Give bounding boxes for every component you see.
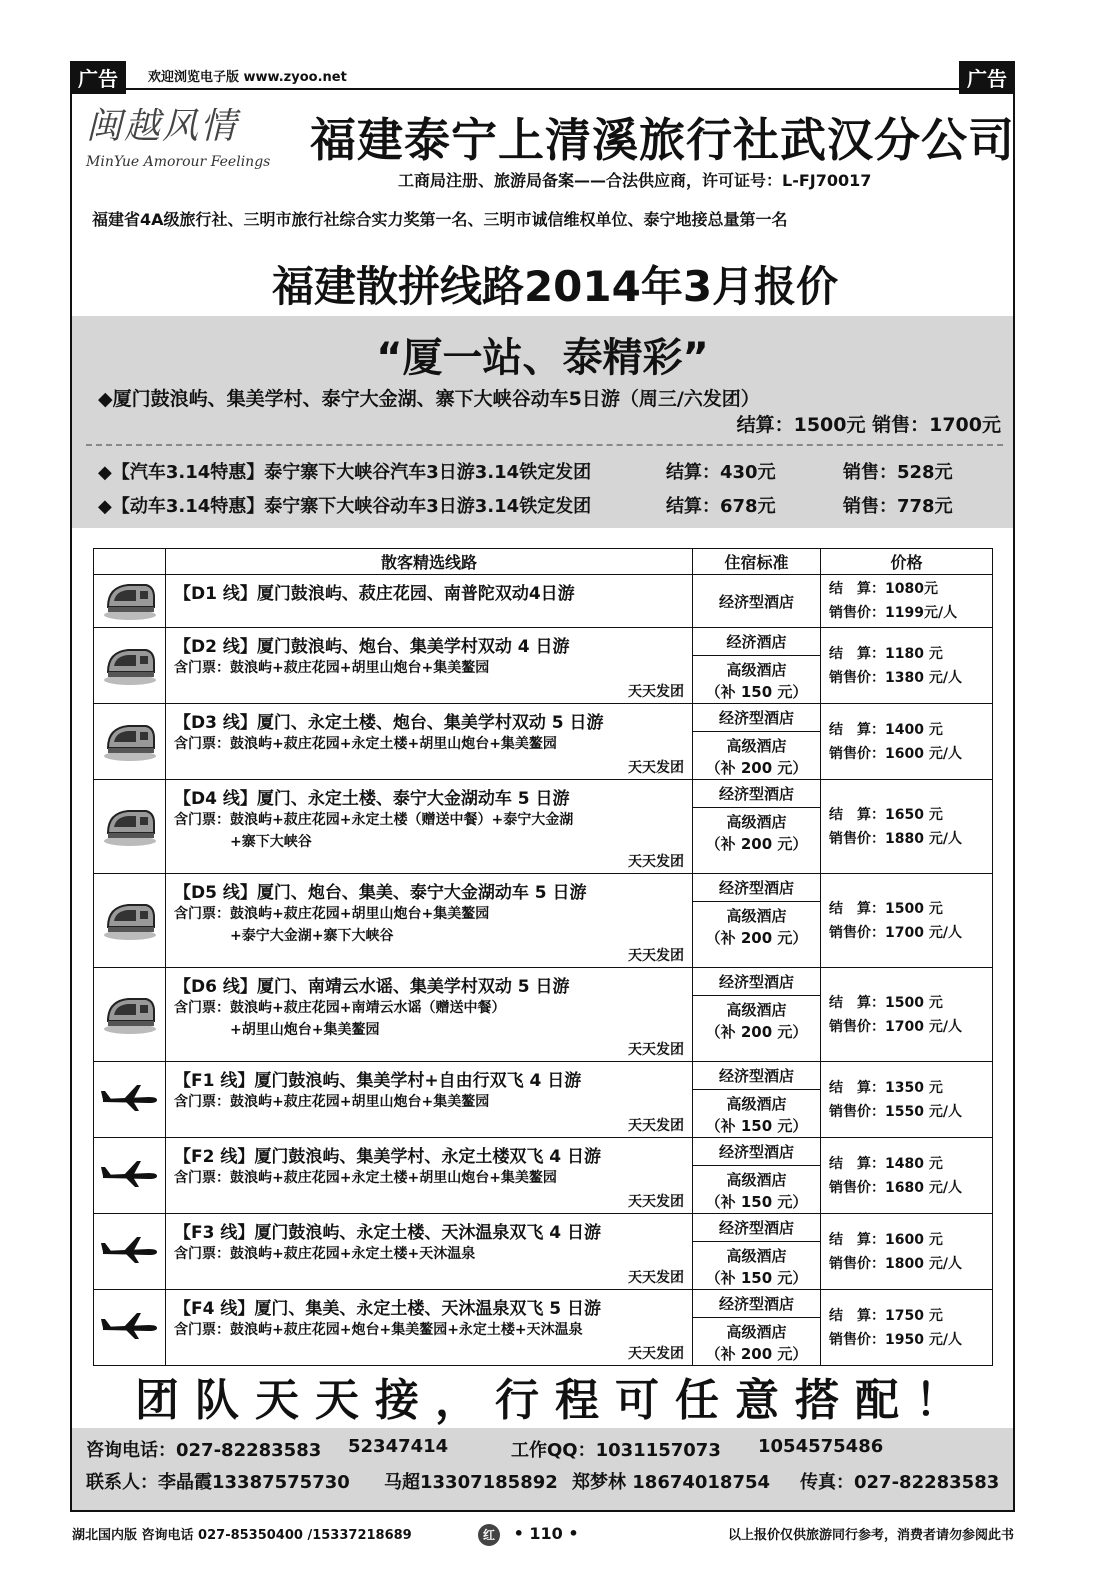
price-sale: 销售价：1700 元/人 [829, 1018, 962, 1035]
table-row [94, 1138, 993, 1214]
license-line: 工商局注册、旅游局备案——合法供应商，许可证号：L-FJ70017 [398, 171, 872, 190]
route-tickets: 含门票：鼓浪屿+菽庄花园+炮台+集美鳌园+永定土楼+天沐温泉 [174, 1322, 583, 1338]
price-sale: 销售价：1880 元/人 [829, 830, 962, 847]
header-hotel: 住宿标准 [693, 549, 821, 575]
route-title: 【F3 线】厦门鼓浪屿、永定土楼、天沐温泉双飞 4 日游 [174, 1223, 602, 1243]
route-cell [166, 874, 693, 968]
route-depart: 天天发团 [628, 948, 684, 964]
price-sale: 销售价：1680 元/人 [829, 1179, 962, 1196]
route-depart: 天天发团 [628, 854, 684, 870]
price-settle: 结 算：1600 元 [829, 1231, 943, 1248]
hotel-premium-surcharge: （补 200 元） [705, 1345, 808, 1363]
hotel-cell [693, 780, 821, 874]
hotel-premium-surcharge: （补 150 元） [705, 1269, 808, 1287]
price-settle: 结 算：1650 元 [829, 806, 943, 823]
route-tickets: 含门票：鼓浪屿+菽庄花园+胡里山炮台+集美鳌园 [174, 1094, 490, 1110]
company-logo [80, 98, 285, 186]
route-cell [166, 780, 693, 874]
hotel-economy: 经济型酒店 [693, 1062, 820, 1090]
hotel-premium-label: 高级酒店 [726, 1323, 787, 1341]
hotel-premium [693, 1318, 820, 1365]
ad-tag-left: 广告 [70, 61, 126, 94]
hotel-premium-surcharge: （补 150 元） [705, 683, 808, 701]
route-title: 【D3 线】厦门、永定土楼、炮台、集美学村双动 5 日游 [174, 713, 604, 733]
hotel-economy: 经济型酒店 [693, 704, 820, 732]
contact-person-2: 马超13307185892 [384, 1472, 558, 1493]
route-depart: 天天发团 [628, 684, 684, 700]
table-row [94, 628, 993, 704]
hotel-economy: 经济型酒店 [693, 1138, 820, 1166]
header-blank [94, 549, 166, 575]
route-cell [166, 628, 693, 704]
hotel-economy: 经济型酒店 [718, 592, 794, 611]
hotel-cell [693, 1214, 821, 1290]
hotel-premium [693, 808, 820, 855]
price-cell [821, 1290, 993, 1366]
phone-number-2: 52347414 [348, 1436, 449, 1457]
route-title: 【F4 线】厦门、集美、永定土楼、天沐温泉双飞 5 日游 [174, 1299, 602, 1319]
special-offer-text: ◆【动车3.14特惠】泰宁寨下大峡谷动车3日游3.14铁定发团 [98, 496, 592, 517]
route-title: 【F1 线】厦门鼓浪屿、集美学村+自由行双飞 4 日游 [174, 1071, 582, 1091]
route-cell [166, 704, 693, 780]
table-header-row [94, 549, 993, 575]
price-sale: 销售价：1199元/人 [829, 605, 958, 621]
route-title: 【F2 线】厦门鼓浪屿、集美学村、永定土楼双飞 4 日游 [174, 1147, 602, 1167]
route-tickets: 含门票：鼓浪屿+菽庄花园+永定土楼+胡里山炮台+集美鳌园 [174, 1170, 557, 1186]
route-depart: 天天发团 [628, 1346, 684, 1362]
route-depart: 天天发团 [628, 1270, 684, 1286]
hotel-premium [693, 1166, 820, 1213]
route-tickets: 含门票：鼓浪屿+菽庄花园+胡里山炮台+集美鳌园 [174, 660, 490, 676]
hotel-cell [693, 1138, 821, 1214]
hotel-premium-label: 高级酒店 [726, 737, 787, 755]
hotel-cell [693, 575, 821, 628]
hotel-cell [693, 968, 821, 1062]
main-title: 福建散拼线路2014年3月报价 [271, 262, 839, 311]
special-offer-sale: 销售：778元 [843, 496, 953, 517]
hotel-cell [693, 874, 821, 968]
route-cell [166, 1290, 693, 1366]
route-title: 【D5 线】厦门、炮台、集美、泰宁大金湖动车 5 日游 [174, 883, 587, 903]
hotel-economy: 经济型酒店 [693, 874, 820, 902]
honors-line: 福建省4A级旅行社、三明市旅行社综合实力奖第一名、三明市诚信维权单位、泰宁地接总量第一名 [92, 210, 788, 229]
page-number: • 110 • [513, 1524, 579, 1543]
qq-number-2: 1054575486 [758, 1436, 884, 1457]
price-cell [821, 874, 993, 968]
header-price: 价格 [821, 549, 993, 575]
route-table [93, 548, 993, 1366]
plane-icon [94, 1214, 166, 1290]
hotel-economy: 经济型酒店 [693, 1290, 820, 1318]
hotel-premium-surcharge: （补 200 元） [705, 759, 808, 777]
hotel-economy: 经济型酒店 [693, 1214, 820, 1242]
special-offer [98, 492, 953, 518]
special-offer-text: ◆【汽车3.14特惠】泰宁寨下大峡谷汽车3日游3.14铁定发团 [98, 462, 592, 483]
fax-number: 传真：027-82283583 [800, 1472, 1000, 1493]
price-settle: 结 算：1400 元 [829, 721, 943, 738]
special-offer-sale: 销售：528元 [843, 462, 953, 483]
bottom-right-text: 以上报价仅供旅游同行参考，消费者请勿参阅此书 [727, 1528, 1014, 1543]
price-cell [821, 780, 993, 874]
train-icon [94, 704, 166, 780]
route-tickets: 含门票：鼓浪屿+菽庄花园+永定土楼+胡里山炮台+集美鳌园 [174, 736, 557, 752]
hotel-premium-label: 高级酒店 [726, 661, 787, 679]
route-title: 【D4 线】厦门、永定土楼、泰宁大金湖动车 5 日游 [174, 789, 570, 809]
price-cell [821, 1062, 993, 1138]
logo-cn-text: 闽越风情 [86, 106, 239, 147]
route-title: 【D1 线】厦门鼓浪屿、菽庄花园、南普陀双动4日游 [174, 584, 575, 604]
route-cell [166, 575, 693, 628]
plane-icon [94, 1290, 166, 1366]
company-name: 福建泰宁上清溪旅行社武汉分公司 [310, 113, 1015, 167]
table-row [94, 1062, 993, 1138]
header-route: 散客精选线路 [166, 549, 693, 575]
route-depart: 天天发团 [628, 1042, 684, 1058]
route-table-body [94, 575, 993, 1366]
hotel-economy: 经济型酒店 [693, 968, 820, 996]
price-sale: 销售价：1600 元/人 [829, 745, 962, 762]
price-sale: 销售价：1550 元/人 [829, 1103, 962, 1120]
route-title: 【D6 线】厦门、南靖云水谣、集美学村双动 5 日游 [174, 977, 570, 997]
price-settle: 结 算：1500 元 [829, 994, 943, 1011]
promo-price: 结算：1500元 销售：1700元 [736, 414, 1001, 436]
ad-tag-right: 广告 [959, 61, 1015, 94]
hotel-premium-label: 高级酒店 [726, 813, 787, 831]
promo-box [72, 316, 1013, 528]
special-offer-settle: 结算：430元 [666, 462, 776, 483]
welcome-text: 欢迎浏览电子版 www.zyoo.net [148, 70, 347, 85]
page-number-block [478, 1524, 579, 1546]
hotel-premium-surcharge: （补 200 元） [705, 1023, 808, 1041]
special-offer-settle: 结算：678元 [666, 496, 776, 517]
hotel-premium-label: 高级酒店 [726, 1247, 787, 1265]
route-cell [166, 1062, 693, 1138]
route-tickets: 含门票：鼓浪屿+菽庄花园+永定土楼（赠送中餐）+泰宁大金湖 +寨下大峡谷 [174, 812, 574, 850]
route-tickets: 含门票：鼓浪屿+菽庄花园+永定土楼+天沐温泉 [174, 1246, 476, 1262]
table-row [94, 1290, 993, 1366]
edition-badge: 红 [478, 1524, 500, 1546]
hotel-cell [693, 704, 821, 780]
hotel-cell [693, 1062, 821, 1138]
price-cell [821, 628, 993, 704]
route-cell [166, 1214, 693, 1290]
contact-bar [72, 1428, 1013, 1510]
promo-divider [86, 444, 1003, 446]
price-cell [821, 968, 993, 1062]
hotel-premium [693, 902, 820, 949]
route-depart: 天天发团 [628, 1194, 684, 1210]
table-row [94, 968, 993, 1062]
contact-person-3: 郑梦林 18674018754 [572, 1472, 771, 1493]
plane-icon [94, 1138, 166, 1214]
bottom-left-text: 湖北国内版 咨询电话 027-85350400 /15337218689 [72, 1528, 412, 1543]
hotel-economy: 经济酒店 [693, 628, 820, 656]
price-settle: 结 算：1350 元 [829, 1079, 943, 1096]
train-icon [94, 780, 166, 874]
route-cell [166, 968, 693, 1062]
hotel-premium-surcharge: （补 150 元） [705, 1117, 808, 1135]
hotel-premium-label: 高级酒店 [726, 1095, 787, 1113]
price-settle: 结 算：1750 元 [829, 1307, 943, 1324]
price-settle: 结 算：1500 元 [829, 900, 943, 917]
hotel-premium [693, 656, 820, 703]
train-icon [94, 968, 166, 1062]
logo-en-text: MinYue Amorour Feelings [86, 154, 271, 170]
table-row [94, 704, 993, 780]
hotel-premium-label: 高级酒店 [726, 907, 787, 925]
price-settle: 结 算：1480 元 [829, 1155, 943, 1172]
hotel-economy: 经济型酒店 [693, 780, 820, 808]
hotel-premium [693, 1090, 820, 1137]
route-tickets: 含门票：鼓浪屿+菽庄花园+南靖云水谣（赠送中餐） +胡里山炮台+集美鳌园 [174, 1000, 506, 1038]
hotel-cell [693, 1290, 821, 1366]
promo-route: ◆厦门鼓浪屿、集美学村、泰宁大金湖、寨下大峡谷动车5日游（周三/六发团） [98, 388, 760, 410]
route-cell [166, 1138, 693, 1214]
hotel-premium-surcharge: （补 150 元） [705, 1193, 808, 1211]
table-row [94, 874, 993, 968]
price-settle: 结 算：1180 元 [829, 645, 943, 662]
hotel-premium [693, 996, 820, 1043]
phone-number: 咨询电话：027-82283583 [86, 1440, 322, 1461]
catch-phrase: 团队天天接，行程可任意搭配！ [135, 1375, 975, 1426]
route-tickets: 含门票：鼓浪屿+菽庄花园+胡里山炮台+集美鳌园 +泰宁大金湖+寨下大峡谷 [174, 906, 490, 944]
price-settle: 结 算：1080元 [829, 581, 938, 597]
special-offer [98, 458, 953, 484]
table-row [94, 1214, 993, 1290]
train-icon [94, 874, 166, 968]
price-sale: 销售价：1700 元/人 [829, 924, 962, 941]
route-depart: 天天发团 [628, 1118, 684, 1134]
price-cell [821, 575, 993, 628]
promo-slogan: “厦一站、泰精彩” [376, 335, 709, 381]
hotel-premium-surcharge: （补 200 元） [705, 835, 808, 853]
hotel-premium [693, 1242, 820, 1289]
train-icon [94, 575, 166, 628]
train-icon [94, 628, 166, 704]
price-sale: 销售价：1800 元/人 [829, 1255, 962, 1272]
price-sale: 销售价：1380 元/人 [829, 669, 962, 686]
price-cell [821, 1138, 993, 1214]
hotel-premium [693, 732, 820, 779]
route-title: 【D2 线】厦门鼓浪屿、炮台、集美学村双动 4 日游 [174, 637, 570, 657]
hotel-premium-label: 高级酒店 [726, 1171, 787, 1189]
hotel-premium-surcharge: （补 200 元） [705, 929, 808, 947]
qq-number: 工作QQ：1031157073 [511, 1440, 721, 1461]
table-row [94, 575, 993, 628]
table-row [94, 780, 993, 874]
contact-person-1: 联系人：李晶霞13387575730 [86, 1472, 350, 1493]
price-cell [821, 1214, 993, 1290]
price-sale: 销售价：1950 元/人 [829, 1331, 962, 1348]
hotel-premium-label: 高级酒店 [726, 1001, 787, 1019]
plane-icon [94, 1062, 166, 1138]
route-depart: 天天发团 [628, 760, 684, 776]
price-cell [821, 704, 993, 780]
hotel-cell [693, 628, 821, 704]
